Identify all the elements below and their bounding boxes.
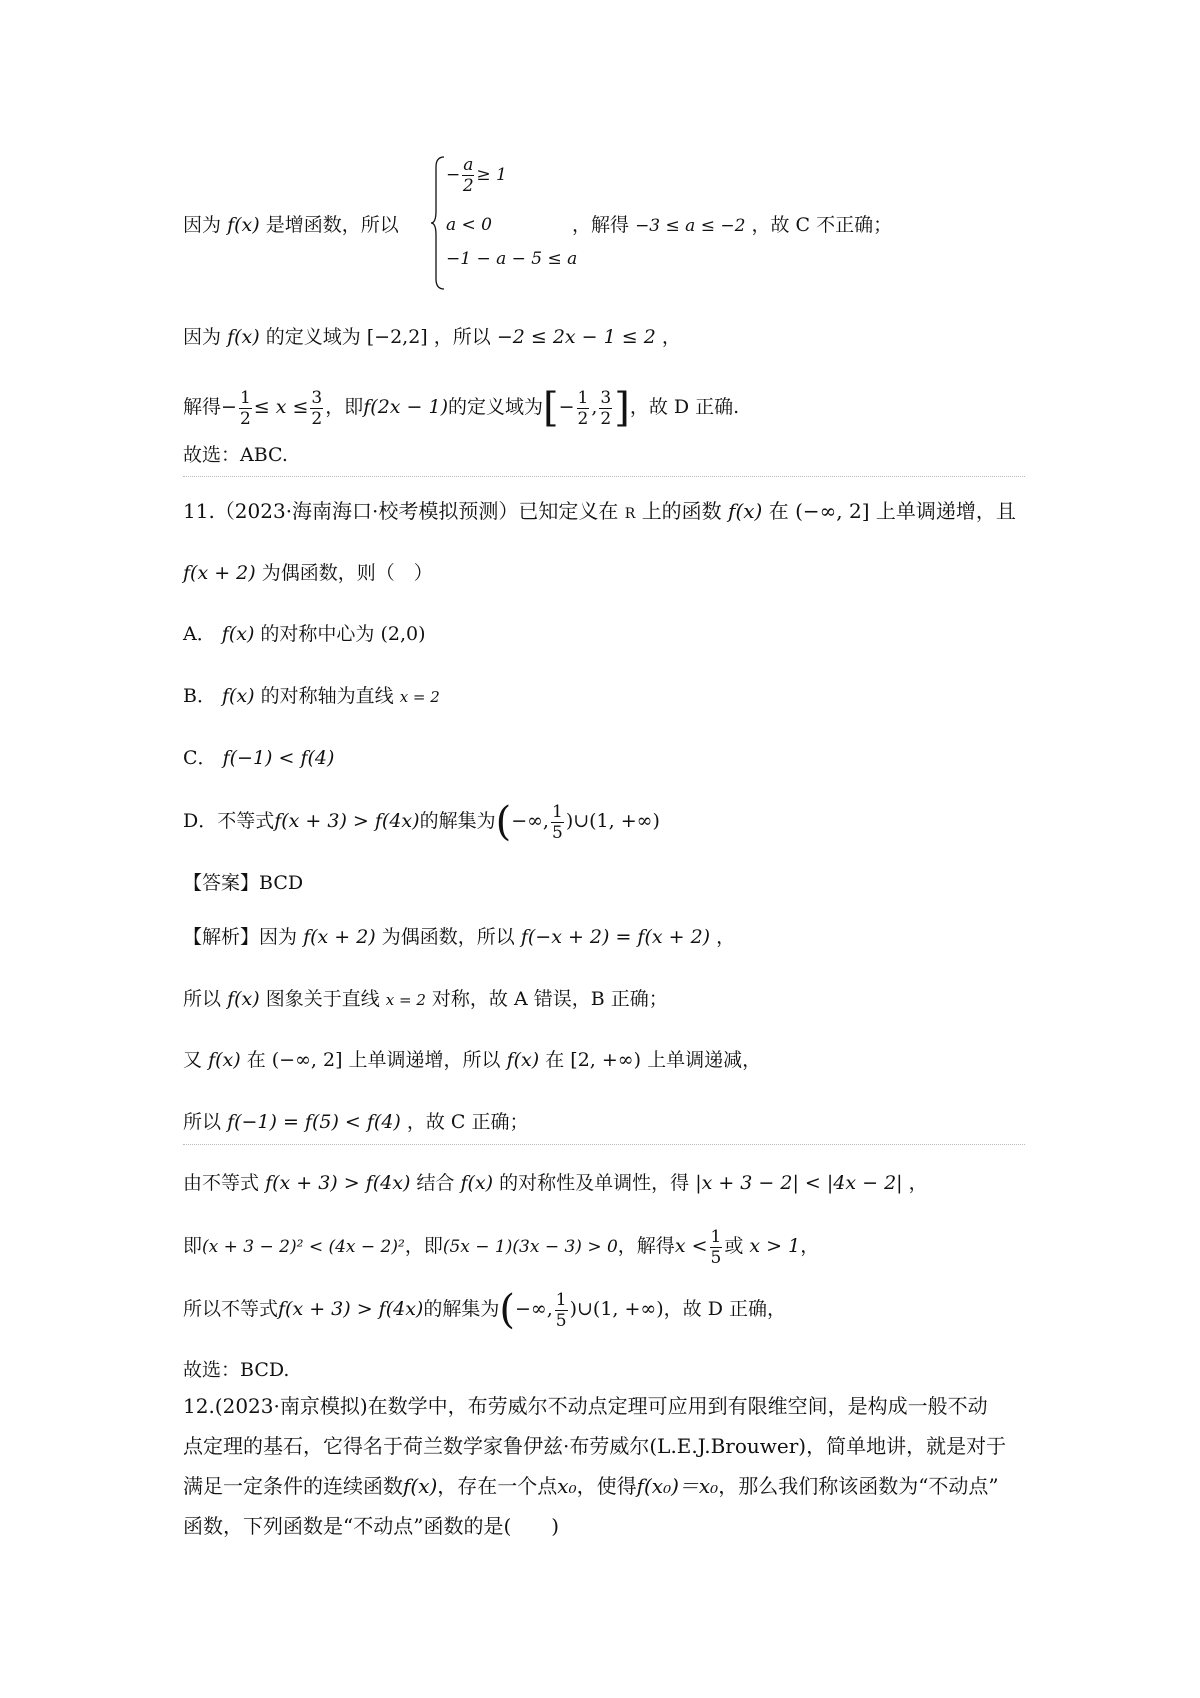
text: ，解得 (617, 1235, 675, 1257)
text: ， (800, 1235, 820, 1257)
q12-stem (183, 1393, 1025, 1553)
text: 对称，故 A 错误，B 正确； (431, 988, 668, 1010)
fraction (577, 388, 590, 429)
text: 的解集为 (419, 810, 496, 832)
solution-line-solve (183, 382, 739, 432)
minus-sign: − (221, 396, 237, 418)
math-fx: f(x) (506, 1049, 540, 1071)
math-eq: x = 2 (385, 991, 426, 1009)
q11-option-a (183, 621, 426, 647)
right-bracket: ] (614, 385, 630, 431)
math-point: (2,0) (380, 623, 426, 645)
option-label: C． (183, 747, 217, 769)
system-row-1 (446, 155, 507, 196)
math-fx: f(x) (227, 214, 260, 236)
text: 即 (183, 1235, 203, 1257)
math-text: )∪(1, +∞) (565, 810, 660, 832)
math-fx: f(x) (221, 623, 255, 645)
text: 所以 (183, 988, 222, 1010)
minus-sign: − (558, 396, 575, 418)
text: 结合 (416, 1172, 455, 1194)
q11-stem-line-2 (183, 560, 433, 586)
math-fx: f(x) (227, 988, 260, 1010)
text: 上单调递增，所以 (348, 1049, 501, 1071)
text: 为偶函数，所以 (381, 926, 515, 948)
left-bracket: [ (543, 385, 559, 431)
explanation-line-5 (183, 1170, 928, 1196)
math-product: (5x − 1)(3x − 3) > 0 (442, 1237, 618, 1257)
dotted-separator (183, 476, 1025, 477)
math-f2x: f(2x − 1) (363, 396, 448, 418)
denominator: 2 (577, 408, 589, 429)
q12-line-2: 点定理的基石，它得名于荷兰数学家鲁伊兹·布劳威尔(L.E.J.Brouwer)，简单地讲，就是对于 (183, 1434, 1007, 1458)
text: ，存在一个点 (437, 1474, 558, 1498)
left-paren: ( (495, 799, 512, 845)
fraction-a-over-2 (462, 155, 474, 196)
math-text: x < (674, 1235, 708, 1257)
left-paren: ( (499, 1287, 515, 1333)
text: 在 (545, 1049, 565, 1071)
math-interval: (−∞, 2] (271, 1049, 343, 1071)
text: 又 (183, 1049, 203, 1071)
text: ，即 (404, 1235, 443, 1257)
math-inequality: f(x + 3) > f(4x) (274, 810, 420, 832)
math-interval: [2, +∞) (570, 1049, 642, 1071)
comma: , (591, 396, 598, 418)
text: ，那么我们称该函数为“不动点” (718, 1474, 999, 1498)
fraction (551, 802, 564, 843)
math-text: )∪(1, +∞) (569, 1298, 664, 1320)
denominator: 5 (710, 1247, 722, 1268)
q11-stem-line-1 (183, 498, 1016, 527)
math-inequality: f(−1) < f(4) (222, 747, 335, 769)
text: 或 (724, 1235, 744, 1257)
relation: ≥ 1 (476, 165, 507, 185)
math-fx: f(x) (208, 1049, 241, 1071)
denominator: 2 (600, 408, 612, 429)
dotted-separator (183, 1144, 1025, 1145)
text: 是增函数，所以 (265, 214, 399, 236)
math-interval: [−2,2] (366, 326, 428, 348)
text: ，所以 (433, 326, 491, 348)
explanation-line-7 (183, 1284, 786, 1334)
choice-abc: 故选：ABC. (183, 444, 288, 466)
math-text: −∞, (514, 1298, 553, 1320)
system-row-2: a < 0 (446, 215, 493, 235)
math-fx2: f(x + 2) (303, 926, 376, 948)
option-label: B． (183, 685, 216, 707)
fraction (555, 1290, 568, 1331)
text: ， (661, 326, 681, 348)
numerator: 3 (311, 387, 323, 408)
text: ，故 D 正确. (629, 396, 740, 418)
math-equation: f(−1) = f(5) < f(4) (227, 1111, 401, 1133)
set-R: R (624, 506, 636, 522)
fraction (599, 388, 612, 429)
text: 的对称中心为 (260, 623, 375, 645)
math-squares: (x + 3 − 2)² < (4x − 2)² (202, 1237, 405, 1257)
math-inequality: −2 ≤ 2x − 1 ≤ 2 (496, 326, 656, 348)
q12-line-4: 函数，下列函数是“不动点”函数的是( ) (183, 1514, 560, 1538)
q11-option-c (183, 745, 334, 771)
explanation-line-3 (183, 1047, 761, 1073)
math-text: −∞, (511, 810, 549, 832)
math-interval: (−∞, 2] (795, 499, 870, 523)
math-eq: x = 2 (399, 688, 440, 706)
math-fx: f(x) (460, 1172, 494, 1194)
denominator: 2 (311, 408, 323, 429)
denominator: 5 (555, 1310, 567, 1331)
numerator: a (463, 155, 474, 175)
q11-option-d (183, 796, 660, 846)
text: 【解析】因为 (183, 926, 298, 948)
fraction (310, 388, 323, 429)
math-inequality: f(x + 3) > f(4x) (265, 1172, 411, 1194)
explanation-line-1 (183, 924, 735, 950)
numerator: 1 (555, 1289, 567, 1310)
q11-option-b (183, 683, 440, 710)
text: ，故 C 不正确； (751, 214, 893, 236)
text: ，即 (325, 396, 364, 418)
text: ，解得 (572, 214, 630, 236)
option-label: D．不等式 (183, 810, 275, 832)
text: 的对称轴为直线 (260, 685, 394, 707)
text: 图象关于直线 (265, 988, 380, 1010)
fraction (710, 1227, 723, 1268)
text: 所以 (183, 1111, 222, 1133)
left-brace-icon (430, 153, 446, 293)
math-fx: f(x) (222, 685, 255, 707)
text: 上单调递减， (647, 1049, 762, 1071)
q12-line-3 (183, 1473, 1025, 1513)
equation-system (430, 153, 578, 293)
text: ， (716, 926, 736, 948)
text: 上的函数 (641, 499, 722, 523)
explanation-line-2 (183, 986, 668, 1013)
explanation-line-4 (183, 1109, 529, 1135)
text: 满足一定条件的连续函数 (183, 1474, 403, 1498)
math-equation: f(x₀)＝x₀ (636, 1474, 719, 1498)
text: ，故 C 正确； (406, 1111, 529, 1133)
numerator: 1 (710, 1226, 722, 1247)
text: 在 (768, 499, 789, 523)
numerator: 1 (551, 801, 563, 822)
text: ， (908, 1172, 928, 1194)
math-inequality: f(x + 3) > f(4x) (278, 1298, 424, 1320)
math-fx: f(x) (227, 326, 260, 348)
text: 的定义域为 (265, 326, 361, 348)
text: 上单调递增，且 (875, 499, 1016, 523)
option-label: A． (183, 623, 216, 645)
text: 因为 (183, 214, 222, 236)
solution-line-increasing (183, 212, 399, 238)
solution-line-result (572, 212, 892, 239)
fraction (239, 388, 252, 429)
text: 所以不等式 (183, 1298, 279, 1320)
math-equation: f(−x + 2) = f(x + 2) (520, 926, 711, 948)
text: 为偶函数，则（ ） (261, 562, 433, 584)
text: 的对称性及单调性，得 (499, 1172, 690, 1194)
numerator: 1 (239, 387, 251, 408)
text: ，使得 (576, 1474, 637, 1498)
minus-sign: − (446, 165, 461, 185)
numerator: 3 (600, 387, 612, 408)
text: 因为 (183, 326, 222, 348)
text: 的定义域为 (448, 396, 544, 418)
math-abs-inequality: |x + 3 − 2| < |4x − 2| (695, 1172, 903, 1194)
denominator: 2 (462, 176, 474, 196)
q12-line-1: 12.(2023·南京模拟)在数学中，布劳威尔不动点定理可应用到有限维空间，是构成一般不动 (183, 1394, 988, 1418)
math-relation: ≤ x ≤ (253, 396, 309, 418)
system-row-3: −1 − a − 5 ≤ a (446, 249, 578, 269)
solution-line-domain (183, 324, 681, 350)
math-range: −3 ≤ a ≤ −2 (635, 216, 746, 236)
text: ，故 D 正确， (663, 1298, 786, 1320)
denominator: 2 (239, 408, 251, 429)
text: 的解集为 (423, 1298, 500, 1320)
text: 在 (246, 1049, 266, 1071)
math-text: x > 1 (749, 1235, 801, 1257)
math-fx: f(x) (728, 499, 763, 523)
text: 由不等式 (183, 1172, 260, 1194)
math-fx: f(x) (403, 1474, 438, 1498)
denominator: 5 (551, 822, 563, 843)
numerator: 1 (577, 387, 589, 408)
text: 解得 (183, 396, 222, 418)
math-fx2: f(x + 2) (183, 562, 256, 584)
explanation-line-6 (183, 1222, 819, 1270)
choice-bcd: 故选：BCD. (183, 1359, 290, 1381)
math-x0: x₀ (557, 1474, 577, 1498)
answer: 【答案】BCD (183, 872, 304, 894)
text: 11.（2023·海南海口·校考模拟预测）已知定义在 (183, 499, 619, 523)
